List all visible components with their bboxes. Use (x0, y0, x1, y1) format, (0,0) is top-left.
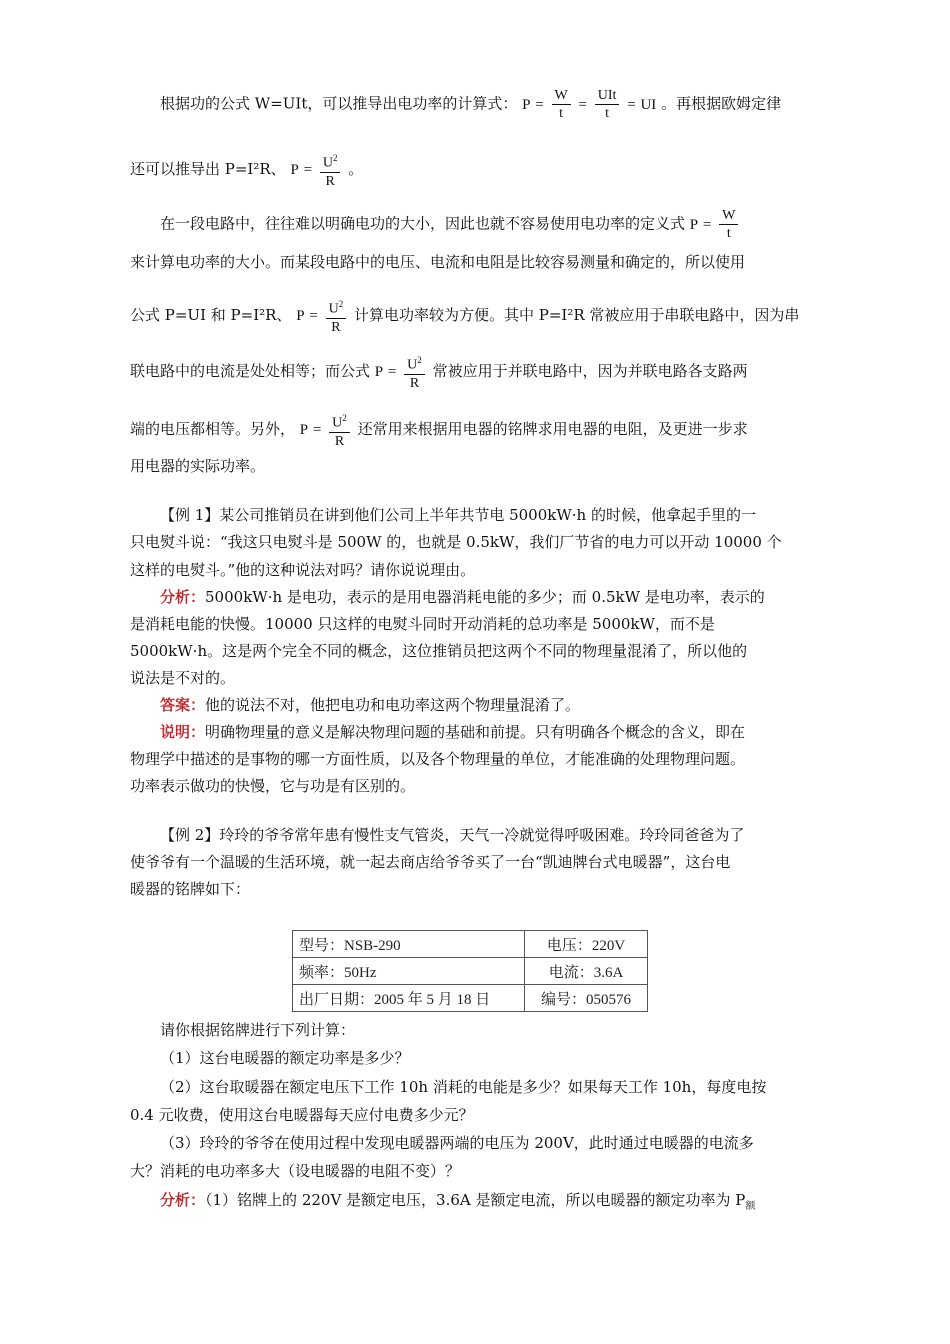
example2-line2: 使爷爷有一个温暖的生活环境，就一起去商店给爷爷买了一台“凯迪牌台式电暖器”，这台电 (130, 853, 731, 871)
table-cell: 编号：050576 (525, 985, 648, 1012)
u: U (322, 155, 333, 171)
formula-symbol: P (299, 421, 309, 438)
u: U (328, 301, 339, 317)
answer-label: 答案： (160, 696, 206, 714)
formula-symbol: P (522, 96, 531, 113)
fraction-numerator: UIt (595, 87, 620, 105)
para2-text: 端的电压都相等。另外， (130, 419, 296, 438)
fraction-numerator (326, 296, 347, 319)
fraction-denominator: R (409, 375, 420, 391)
para2-text: 联电路中的电流是处处相等；而公式 (130, 361, 371, 380)
exponent: 2 (342, 413, 347, 423)
exponent: 2 (338, 299, 344, 309)
question-3-line2: 大？消耗的电功率多大（设电暖器的电阻不变）？ (130, 1162, 461, 1180)
example2-line3: 暖器的铭牌如下： (130, 880, 251, 898)
fraction-w-over-t (719, 207, 738, 242)
table-cell: 型号：NSB-290 (293, 931, 525, 958)
para2-line5 (130, 410, 748, 450)
para2-text: 公式 P=UI 和 P=I²R、 (130, 305, 292, 324)
para2-line3 (130, 296, 799, 336)
para2-line2: 来计算电功率的大小。而某段电路中的电压、电流和电阻是比较容易测量和确定的，所以使用 (130, 253, 746, 271)
para1-text-d: 。 (348, 159, 364, 178)
example1-analysis-line3: 5000kW·h。这是两个完全不同的概念，这位推销员把这两个不同的物理量混淆了，所以他的 (130, 642, 748, 660)
fraction-denominator: t (726, 226, 731, 241)
formula-symbol: P (374, 363, 384, 380)
formula-p-w-t (689, 208, 742, 241)
formula-symbol: P (290, 161, 299, 178)
formula-symbol: = (312, 421, 322, 438)
nameplate-table (292, 930, 648, 1012)
formula-p-w-uit-ui (522, 88, 661, 121)
para2-text: 在一段电路中，往往难以明确电功的大小，因此也就不容易使用电功率的定义式 (160, 214, 686, 233)
example1-note-line3: 功率表示做功的快慢，它与功是有区别的。 (130, 777, 416, 795)
fraction-u2-over-r (326, 296, 347, 336)
note-text: 明确物理量的意义是解决物理问题的基础和前提。只有明确各个概念的含义，即在 (205, 723, 746, 741)
fraction-denominator: R (331, 319, 341, 335)
fraction-numerator (329, 410, 350, 433)
formula-symbol: = (627, 96, 636, 113)
formula-symbol: = (303, 161, 313, 178)
para2-line4 (130, 352, 748, 392)
fraction-u2-over-r (404, 352, 425, 392)
fraction-denominator: t (559, 106, 564, 121)
question-2-line1: （2）这台取暖器在额定电压下工作 10h 消耗的电能是多少？如果每天工作 10h，每度电按 (160, 1078, 767, 1096)
example1-note-line1 (160, 722, 745, 742)
fraction-denominator: R (334, 433, 345, 449)
fraction-numerator: W (719, 207, 738, 225)
analysis-text: （1）铭牌上的 220V 是额定电压，3.6A 是额定电流，所以电暖器的额定功率为 P (205, 1191, 746, 1209)
para2-line1 (160, 207, 741, 242)
u: U (407, 357, 418, 373)
para1-text-c: 还可以推导出 P=I²R、 (130, 159, 286, 178)
question-1: （1）这台电暖器的额定功率是多少？ (160, 1049, 410, 1067)
formula-symbol: = (578, 96, 587, 113)
exponent: 2 (417, 355, 422, 365)
formula-p-u2-r (290, 153, 348, 189)
fraction-w-over-t (552, 87, 571, 122)
table-cell: 电压：220V (525, 931, 648, 958)
example2-analysis-line1 (160, 1190, 755, 1217)
question-3-line1: （3）玲玲的爷爷在使用过程中发现电暖器两端的电压为 200V，此时通过电暖器的电流多 (160, 1134, 754, 1152)
para1-line2 (130, 150, 363, 190)
table-row (293, 958, 648, 985)
example1-line3: 这样的电熨斗。”他的这种说法对吗？请你说说理由。 (130, 561, 476, 579)
formula-symbol: = (702, 216, 712, 233)
para1-text-a: 根据功的公式 W=UIt，可以推导出电功率的计算式： (160, 94, 518, 113)
fraction-denominator: t (605, 106, 610, 121)
formula-symbol: = (535, 96, 544, 113)
formula-p-u2-r (299, 413, 358, 449)
subscript-rated: 额 (745, 1201, 756, 1212)
formula-p-u2-r (374, 355, 433, 391)
para1-line1 (160, 87, 781, 122)
para2-text: 还常用来根据用电器的铭牌求用电器的电阻，及更进一步求 (357, 419, 748, 438)
table-cell: 频率：50Hz (293, 958, 525, 985)
question-intro: 请你根据铭牌进行下列计算： (160, 1021, 356, 1039)
table-cell: 电流：3.6A (525, 958, 648, 985)
formula-p-u2-r (296, 299, 354, 335)
table-row (293, 931, 648, 958)
answer-text: 他的说法不对，他把电功和电功率这两个物理量混淆了。 (205, 696, 581, 714)
example1-answer (160, 695, 580, 715)
analysis-text: 5000kW·h 是电功，表示的是用电器消耗电能的多少；而 0.5kW 是电功率，表示的 (205, 588, 765, 606)
example1-analysis-line1 (160, 587, 765, 607)
example1-line1: 【例 1】某公司推销员在讲到他们公司上半年共节电 5000kW·h 的时候，他拿起手里的一 (160, 506, 756, 524)
example1-line2: 只电熨斗说：“我这只电熨斗是 500W 的，也就是 0.5kW，我们厂节省的电力可以开动 10000 个 (130, 533, 782, 551)
example1-note-line2: 物理学中描述的是事物的哪一方面性质，以及各个物理量的单位，才能准确的处理物理问题。 (130, 750, 746, 768)
fraction-u2-over-r (320, 150, 341, 190)
example1-analysis-line2: 是消耗电能的快慢。10000 只这样的电熨斗同时开动消耗的总功率是 5000kW，而不是 (130, 615, 715, 633)
formula-symbol: = (309, 307, 318, 324)
table-cell: 出厂日期：2005 年 5 月 18 日 (293, 985, 525, 1012)
formula-symbol: P (296, 307, 305, 324)
u: U (332, 415, 343, 431)
analysis-label: 分析： (160, 588, 206, 606)
para1-text-b: 。再根据欧姆定律 (661, 94, 782, 113)
para2-text: 计算电功率较为方便。其中 P=I²R 常被应用于串联电路中，因为串 (354, 305, 800, 324)
para2-text: 常被应用于并联电路中，因为并联电路各支路两 (432, 361, 748, 380)
table-row (293, 985, 648, 1012)
question-2-line2: 0.4 元收费，使用这台电暖器每天应付电费多少元？ (130, 1106, 474, 1124)
formula-symbol: UI (640, 96, 657, 113)
fraction-u2-over-r (329, 410, 350, 450)
formula-symbol: = (387, 363, 397, 380)
fraction-numerator: W (552, 87, 571, 105)
example2-line1: 【例 2】玲玲的爷爷常年患有慢性支气管炎，天气一冷就觉得呼吸困难。玲玲同爸爸为了 (160, 826, 745, 844)
fraction-numerator (404, 352, 425, 375)
exponent: 2 (332, 153, 338, 163)
fraction-denominator: R (325, 173, 335, 189)
para2-line6: 用电器的实际功率。 (130, 457, 266, 475)
fraction-uit-over-t (595, 87, 620, 122)
analysis-label: 分析： (160, 1191, 206, 1209)
formula-symbol: P (689, 216, 699, 233)
example1-analysis-line4: 说法是不对的。 (130, 669, 236, 687)
fraction-numerator (320, 150, 341, 173)
note-label: 说明： (160, 723, 206, 741)
